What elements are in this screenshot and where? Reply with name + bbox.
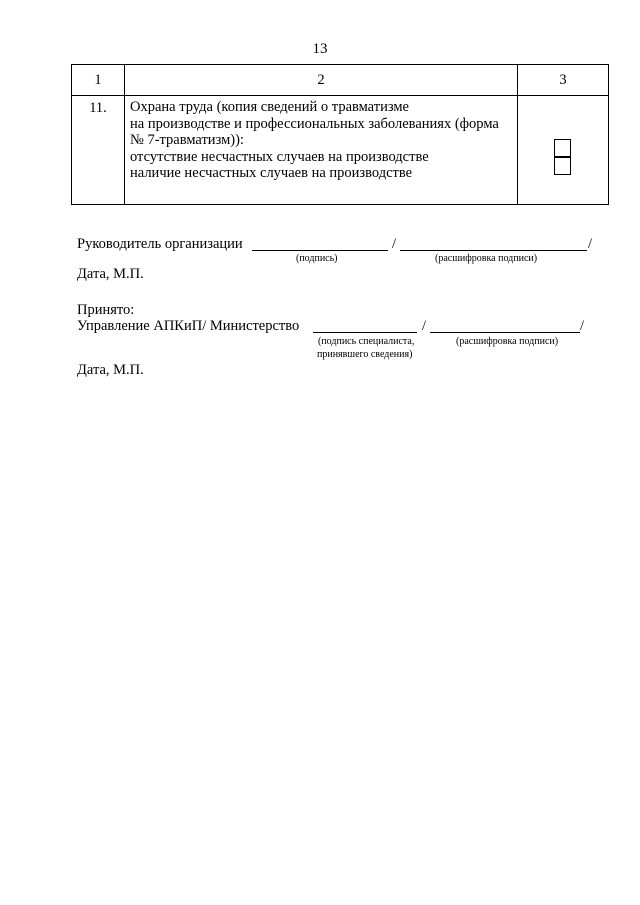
head-signature-slash: / (392, 236, 397, 252)
row-description (125, 96, 518, 205)
row-line-2: на производстве и профессиональных заболеваниях (форма (130, 115, 499, 132)
option-accidents-label: наличие несчастных случаев на производстве (130, 165, 413, 181)
specialist-signature-slash-end: / (580, 318, 585, 334)
specialist-signature-slash: / (422, 318, 427, 334)
specialist-decode-caption: (расшифровка подписи) (456, 336, 559, 347)
head-signature-slash-end: / (588, 236, 593, 252)
accepted-label: Принято: (77, 302, 135, 318)
accidents-checkbox[interactable] (554, 157, 571, 175)
no-accidents-checkbox[interactable] (554, 139, 571, 157)
specialist-signature-line[interactable] (313, 332, 417, 333)
option-no-accidents-label: отсутствие несчастных случаев на производстве (130, 148, 429, 165)
accepted-date-stamp-label: Дата, М.П. (77, 362, 144, 378)
table-row (72, 96, 609, 205)
form-table (71, 64, 609, 205)
header-col-1: 1 (72, 65, 125, 96)
row-line-1: Охрана труда (копия сведений о травматизме (130, 99, 409, 115)
department-label: Управление АПКиП/ Министерство (77, 318, 300, 334)
signature-decode-caption: (расшифровка подписи) (435, 253, 538, 264)
row-line-3: № 7-травматизм)): (130, 132, 244, 148)
signature-caption: (подпись) (296, 253, 338, 264)
header-col-2: 2 (125, 65, 518, 96)
header-col-3: 3 (518, 65, 609, 96)
row-number: 11. (72, 96, 125, 205)
date-stamp-label: Дата, М.П. (77, 266, 144, 282)
checkbox-group (518, 96, 608, 200)
page-number: 13 (312, 41, 328, 57)
specialist-decode-line[interactable] (430, 332, 580, 333)
specialist-caption-line-2: принявшего сведения) (317, 349, 413, 360)
specialist-caption-line-1: (подпись специалиста, (318, 336, 415, 347)
head-signature-decode-line[interactable] (400, 250, 587, 251)
checkbox-cell (518, 96, 609, 205)
table-header-row (72, 65, 609, 96)
head-signature-line[interactable] (252, 250, 388, 251)
head-of-organization-label: Руководитель организации (77, 236, 243, 252)
